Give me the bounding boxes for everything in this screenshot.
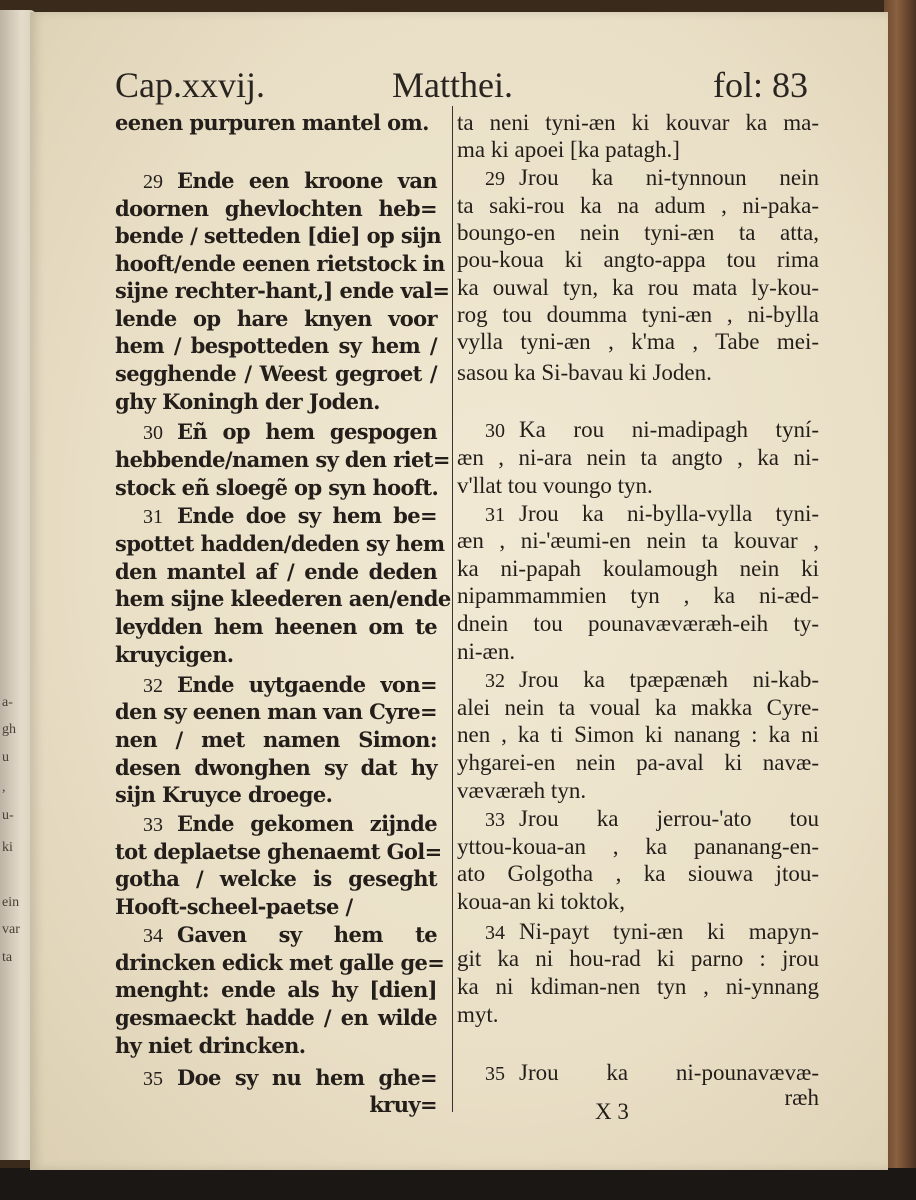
- text-line: [457, 246, 819, 274]
- verse-text: Jrou ka tpæpænæh ni-kab-: [519, 667, 819, 692]
- verse-text: alei nein ta voual ka makka Cyre-: [457, 695, 819, 720]
- verse-text: hebbende/namen sy den riet=: [115, 447, 450, 472]
- verse-text: sasou ka Si-bavau ki Joden.: [457, 360, 712, 385]
- verse-text: yttou-koua-an , ka pananang-en-: [457, 834, 819, 859]
- verse-text: Ka rou ni-madipagh tyní-: [519, 417, 819, 442]
- text-line: [457, 472, 819, 500]
- verse-text: drincken edick met galle ge=: [115, 950, 445, 975]
- verse-text: ta saki-rou ka na adum , ni-paka-: [457, 193, 819, 218]
- text-line: [115, 360, 437, 388]
- text-line: [115, 474, 437, 502]
- book-edge: [884, 0, 916, 1175]
- text-line: [115, 446, 450, 474]
- text-line: [457, 500, 819, 528]
- text-line: [457, 749, 819, 777]
- verse-text: hy niet drincken.: [115, 1033, 306, 1058]
- verse-text: koua-an ki toktok,: [457, 889, 625, 914]
- verse-number: 34: [143, 925, 163, 947]
- text-line: [457, 1084, 819, 1112]
- text-line: [115, 1064, 437, 1092]
- text-line: [457, 666, 819, 694]
- chapter-heading: Cap.xxvij.: [115, 65, 265, 105]
- text-line: [457, 301, 819, 329]
- text-line: [457, 833, 819, 861]
- text-line: [457, 1059, 819, 1087]
- verse-number: 34: [485, 922, 505, 944]
- margin-fragment: ta: [2, 950, 13, 965]
- text-line: [457, 444, 819, 472]
- signature-mark: X 3: [595, 1099, 629, 1124]
- verse-text: doornen ghevlochten heb=: [115, 196, 437, 221]
- text-line: [115, 195, 437, 223]
- text-line: [457, 777, 819, 805]
- margin-fragment: var: [2, 922, 20, 937]
- text-line: [457, 610, 819, 638]
- text-line: [115, 250, 445, 278]
- text-line: [457, 1001, 819, 1029]
- text-line: [115, 613, 437, 641]
- verse-text: sijn Kruyce droege.: [115, 782, 333, 807]
- text-line: [457, 973, 819, 1001]
- verse-number: 32: [485, 670, 505, 692]
- text-line: [457, 945, 819, 973]
- verse-text: ta neni tyni-æn ki kouvar ka ma-: [457, 110, 819, 135]
- background-strip: [0, 1168, 916, 1200]
- verse-number: 33: [143, 814, 163, 836]
- verse-number: 33: [485, 809, 505, 831]
- text-line: [115, 949, 445, 977]
- text-line: [115, 418, 437, 446]
- text-line: [457, 582, 819, 610]
- text-line: [115, 781, 437, 809]
- text-line: [115, 222, 442, 250]
- verse-text: Ni-payt tyni-æn ki mapyn-: [519, 919, 819, 944]
- verse-number: 32: [143, 675, 163, 697]
- margin-fragment: u-: [2, 808, 14, 823]
- verse-text: tot deplaetse ghenaemt Gol=: [115, 839, 442, 864]
- verse-text: Jrou ka ni-tynnoun nein: [519, 165, 819, 190]
- text-line: [115, 671, 437, 699]
- text-line: [115, 810, 437, 838]
- text-line: [457, 164, 819, 192]
- verse-text: den mantel af / ende deden: [115, 559, 437, 584]
- verse-text: væværæh tyn.: [457, 778, 587, 803]
- text-line: [115, 167, 437, 195]
- text-line: [115, 1091, 437, 1119]
- text-line: [457, 219, 819, 247]
- verse-text: den sy eenen man van Cyre=: [115, 699, 438, 724]
- text-line: [115, 109, 437, 137]
- verse-text: leydden hem heenen om te: [115, 614, 437, 639]
- verse-text: ræh: [784, 1085, 819, 1110]
- text-line: [115, 865, 437, 893]
- text-line: [457, 274, 819, 302]
- text-line: [115, 893, 437, 921]
- verse-number: 35: [485, 1063, 505, 1085]
- text-line: [115, 976, 437, 1004]
- text-line: [457, 694, 819, 722]
- text-line: [457, 555, 819, 583]
- text-line: [457, 359, 819, 387]
- text-line: [115, 585, 451, 613]
- verse-text: dnein tou pounavæværæh-eih ty-: [457, 611, 819, 636]
- verse-text: Ende uytgaende von=: [177, 672, 437, 697]
- text-line: [115, 921, 437, 949]
- verse-text: bende / setteden [die] op sijn: [115, 223, 442, 248]
- verse-text: ka ni-papah koulamough nein ki: [457, 556, 819, 581]
- verse-text: v'llat tou voungo tyn.: [457, 473, 653, 498]
- verse-text: Jrou ka ni-pounavævæ-: [519, 1060, 819, 1085]
- verse-text: Gaven sy hem te: [177, 922, 437, 947]
- text-line: [115, 277, 450, 305]
- verse-text: Jrou ka jerrou-'ato tou: [519, 806, 819, 831]
- verse-text: Doe sy nu hem ghe=: [177, 1065, 437, 1090]
- verse-text: vylla tyni-æn , k'ma , Tabe mei-: [457, 329, 819, 354]
- text-line: [457, 416, 819, 444]
- text-line: [457, 918, 819, 946]
- verse-text: æn , ni-'æumi-en nein ta kouvar ,: [457, 528, 819, 553]
- verse-text: Ende een kroone van: [177, 168, 437, 193]
- verse-number: 30: [143, 422, 163, 444]
- verse-text: gesmaeckt hadde / en wilde: [115, 1005, 437, 1030]
- text-line: [115, 726, 437, 754]
- text-line: [115, 530, 445, 558]
- verse-text: boungo-en nein tyni-æn ta atta,: [457, 220, 819, 245]
- verse-text: Hooft-scheel-paetse /: [115, 894, 353, 919]
- verse-text: nen / met namen Simon:: [115, 727, 437, 752]
- verse-text: Ende gekomen zijnde: [177, 811, 437, 836]
- verse-text: Jrou ka ni-bylla-vylla tyni-: [519, 501, 819, 526]
- verse-text: æn , ni-ara nein ta angto , ka ni-: [457, 445, 819, 470]
- verse-number: 31: [485, 504, 505, 526]
- book-title: Matthei.: [392, 65, 513, 105]
- verse-text: ma ki apoei [ka patagh.]: [457, 137, 680, 162]
- verse-text: eenen purpuren mantel om.: [115, 110, 429, 135]
- verse-text: hem sijne kleederen aen/ende: [115, 586, 451, 611]
- verse-text: kruy=: [369, 1092, 437, 1117]
- verse-text: segghende / Weest gegroet /: [115, 361, 437, 386]
- text-line: [115, 558, 437, 586]
- text-line: [115, 754, 437, 782]
- text-line: [115, 388, 437, 416]
- verse-text: git ka ni hou-rad ki parno : jrou: [457, 946, 819, 971]
- text-line: [457, 328, 819, 356]
- margin-fragment: a-: [2, 695, 13, 710]
- verse-text: kruycigen.: [115, 642, 234, 667]
- verse-text: lende op hare knyen voor: [115, 306, 437, 331]
- margin-fragment: ki: [2, 840, 13, 855]
- verse-number: 29: [143, 171, 163, 193]
- verse-text: ka ouwal tyn, ka rou mata ly-kou-: [457, 275, 819, 300]
- text-line: [457, 860, 819, 888]
- column-divider: [452, 106, 453, 1112]
- folio-number: fol: 83: [713, 65, 808, 105]
- text-line: [457, 888, 819, 916]
- verse-text: gotha / welcke is geseght: [115, 866, 437, 891]
- text-line: [115, 641, 437, 669]
- verse-text: rog tou doumma tyni-æn , ni-bylla: [457, 302, 819, 327]
- verse-text: ni-æn.: [457, 639, 516, 664]
- verse-number: 30: [485, 420, 505, 442]
- text-line: [115, 838, 442, 866]
- verse-number: 29: [485, 168, 505, 190]
- verse-text: ghy Koningh der Joden.: [115, 389, 380, 414]
- text-line: [115, 698, 437, 726]
- verse-text: nipammammien tyn , ka ni-æd-: [457, 583, 819, 608]
- verse-text: desen dwonghen sy dat hy: [115, 755, 437, 780]
- text-line: [115, 332, 437, 360]
- verse-text: stock eñ sloegẽ op syn hooft.: [115, 475, 439, 500]
- margin-fragment: gh: [2, 722, 16, 737]
- verse-text: yhgarei-en nein pa-aval ki navæ-: [457, 750, 819, 775]
- text-line: [115, 502, 437, 530]
- text-line: [457, 192, 819, 220]
- verse-text: nen , ka ti Simon ki nanang : ka ni: [457, 722, 819, 747]
- text-line: [457, 136, 819, 164]
- margin-fragment: ,: [2, 780, 6, 795]
- verse-text: myt.: [457, 1002, 499, 1027]
- verse-text: Ende doe sy hem be=: [177, 503, 437, 528]
- verse-text: pou-koua ki angto-appa tou rima: [457, 247, 819, 272]
- verse-number: 35: [143, 1068, 163, 1090]
- verse-text: Eñ op hem gespogen: [177, 419, 437, 444]
- verse-number: 31: [143, 506, 163, 528]
- margin-fragment: u: [2, 750, 9, 765]
- text-line: [457, 805, 819, 833]
- text-line: [115, 1004, 437, 1032]
- verse-text: sijne rechter-hant,] ende val=: [115, 278, 450, 303]
- verse-text: hem / bespotteden sy hem /: [115, 333, 437, 358]
- verse-text: menght: ende als hy [dien]: [115, 977, 437, 1002]
- text-line: [457, 638, 819, 666]
- text-line: [457, 109, 819, 137]
- verse-text: ka ni kdiman-nen tyn , ni-ynnang: [457, 974, 819, 999]
- text-line: [115, 305, 437, 333]
- verse-text: hooft/ende eenen rietstock in: [115, 251, 445, 276]
- verse-text: ato Golgotha , ka siouwa jtou-: [457, 861, 819, 886]
- text-line: [115, 1032, 437, 1060]
- text-line: [457, 527, 819, 555]
- text-line: [457, 721, 819, 749]
- verse-text: spottet hadden/deden sy hem: [115, 531, 445, 556]
- margin-fragment: ein: [2, 895, 20, 910]
